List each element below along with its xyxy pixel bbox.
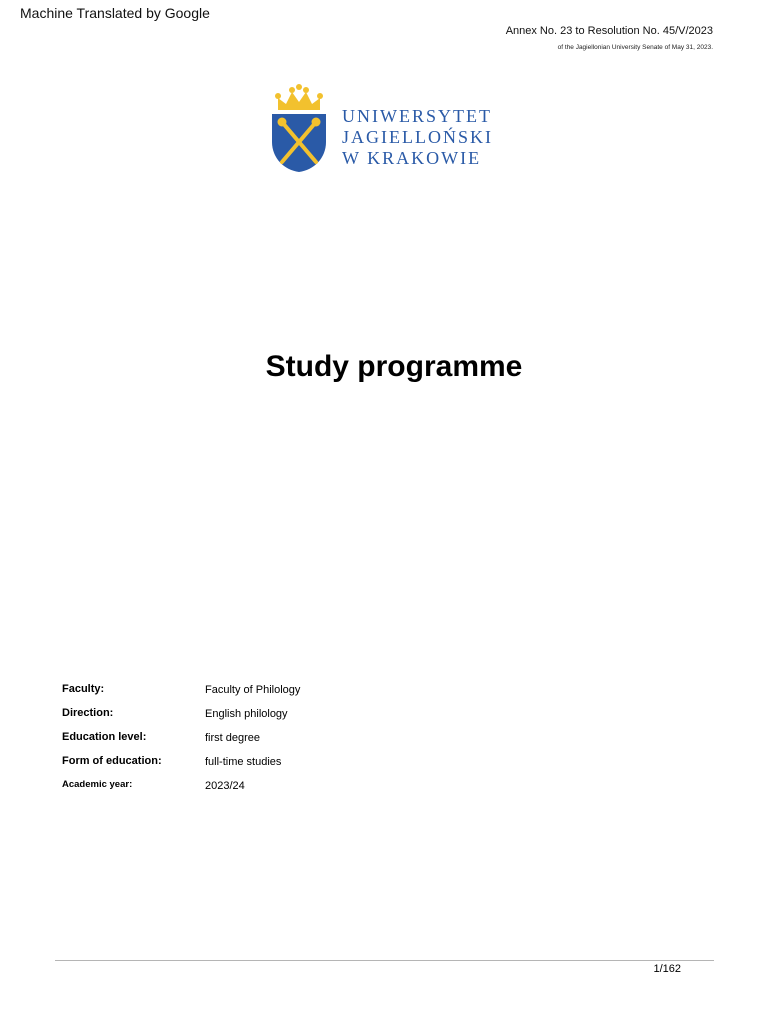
info-label: Form of education: — [62, 755, 162, 767]
machine-translated-label: Machine Translated by Google — [20, 5, 210, 21]
senate-reference: of the Jagiellonian University Senate of May 31, 2023. — [557, 44, 713, 51]
info-label: Academic year: — [62, 779, 133, 790]
info-label: Faculty: — [62, 683, 105, 695]
info-value: English philology — [205, 708, 288, 720]
logo-text — [342, 106, 493, 169]
info-value: full-time studies — [205, 756, 282, 768]
info-value: Faculty of Philology — [205, 684, 301, 696]
page-number: 1/162 — [653, 963, 681, 975]
info-value: 2023/24 — [205, 780, 245, 792]
annex-reference: Annex No. 23 to Resolution No. 45/V/2023 — [505, 25, 713, 37]
footer-divider — [55, 960, 714, 961]
university-logo — [268, 80, 508, 176]
info-label: Direction: — [62, 707, 114, 719]
crest-icon — [268, 80, 332, 176]
page-title: Study programme — [265, 350, 523, 383]
logo-line-1: UNIWERSYTET — [342, 106, 492, 126]
info-value: first degree — [205, 732, 261, 744]
logo-line-3: W KRAKOWIE — [342, 148, 482, 168]
logo-line-2: JAGIELLOŃSKI — [342, 127, 493, 147]
info-label: Education level: — [62, 731, 147, 743]
